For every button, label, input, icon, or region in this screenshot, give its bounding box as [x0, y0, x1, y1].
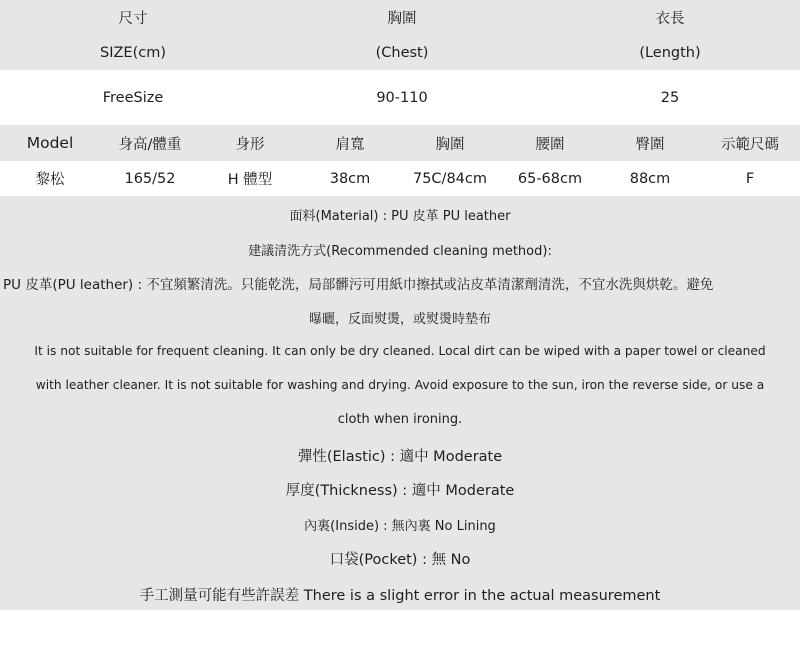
- model-header: Model: [26, 134, 74, 152]
- waist-header: 腰圍: [535, 136, 565, 153]
- chest-value: 90-110: [376, 89, 428, 106]
- cleaning-en-line-1: It is not suitable for frequent cleaning. It can only be dry cleaned. Local dirt can be wiped with a paper towel or cleaned: [34, 344, 766, 358]
- length-header-zh: 衣長: [655, 11, 685, 27]
- chest-header-en: (Chest): [375, 44, 429, 61]
- waist-value: 65-68cm: [517, 170, 583, 187]
- size-table-header: [0, 0, 800, 70]
- size-header-en: SIZE(cm): [100, 44, 166, 61]
- hip-value: 88cm: [629, 170, 671, 187]
- chest-value-model: 75C/84cm: [412, 170, 487, 187]
- elastic-line: 彈性(Elastic) : 適中 Moderate: [297, 448, 503, 465]
- height-weight-value: 165/52: [124, 170, 176, 187]
- model-table-header: [0, 125, 800, 161]
- model-size-header: 示範尺碼: [721, 136, 779, 153]
- model-size-value: F: [745, 170, 755, 187]
- cleaning-en-line-2: with leather cleaner. It is not suitable for washing and drying. Avoid exposure to the sun, iron the reverse side, or use a: [35, 378, 765, 392]
- cleaning-title: 建議清洗方式(Recommended cleaning method):: [248, 243, 552, 259]
- shoulder-value: 38cm: [329, 170, 371, 187]
- height-weight-header: 身高/體重: [118, 136, 182, 153]
- chest-header-zh: 胸圍: [387, 11, 417, 27]
- size-value: FreeSize: [102, 89, 164, 106]
- material-line: 面料(Material) : PU 皮革 PU leather: [289, 208, 511, 224]
- cleaning-zh-line-2: 曝曬，反面熨燙，或熨燙時墊布: [308, 311, 491, 327]
- size-header-zh: 尺寸: [118, 11, 148, 27]
- model-table-row: [0, 161, 800, 196]
- cleaning-en-line-3: cloth when ironing.: [337, 411, 463, 427]
- size-table-row: [0, 70, 800, 125]
- inside-line: 內裏(Inside) : 無內裏 No Lining: [304, 518, 496, 534]
- pocket-line: 口袋(Pocket) : 無 No: [329, 551, 471, 568]
- info-section: [0, 196, 800, 610]
- length-value: 25: [660, 89, 680, 106]
- length-header-en: (Length): [639, 44, 701, 61]
- body-shape-value: H 體型: [227, 172, 273, 188]
- error-note: 手工測量可能有些許誤差 There is a slight error in the actual measurement: [139, 587, 661, 604]
- hip-header: 臀圍: [635, 136, 665, 153]
- model-name: 黎松: [35, 172, 65, 188]
- shoulder-header: 肩寬: [335, 136, 365, 153]
- body-shape-header: 身形: [235, 136, 265, 153]
- thickness-line: 厚度(Thickness) : 適中 Moderate: [285, 482, 515, 499]
- chest-header: 胸圍: [435, 136, 465, 153]
- cleaning-zh-line-1: PU 皮革(PU leather) : 不宜頻繁清洗。只能乾洗，局部髒污可用紙巾擦拭或沾皮革清潔劑清洗，不宜水洗與烘乾。避免: [3, 277, 714, 293]
